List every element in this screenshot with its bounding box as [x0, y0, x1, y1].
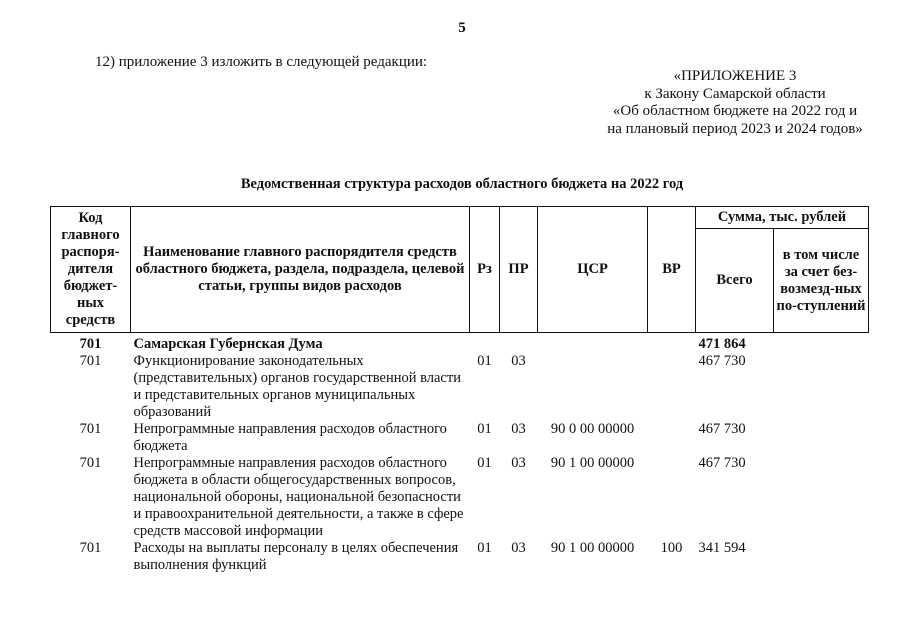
cell-incl: [774, 333, 869, 354]
cell-incl: [774, 353, 869, 421]
cell-vr: [648, 455, 696, 540]
table-row: [51, 421, 869, 455]
appendix-header: [590, 68, 880, 138]
cell-pr: 03: [511, 421, 526, 437]
header-csr: ЦСР: [538, 207, 648, 333]
cell-name: Непрограммные направления расходов областного бюджета: [133, 421, 447, 454]
cell-code: 701: [79, 353, 102, 369]
cell-total: 467 730: [698, 455, 746, 471]
document-title: Ведомственная структура расходов областного бюджета на 2022 год: [240, 176, 684, 192]
cell-pr: 03: [511, 353, 526, 369]
cell-name: Непрограммные направления расходов областного бюджета в области общегосударственных вопросов, национальной обороны, национальной безопасности и правоохранительной деятельности, а также в сфере средств массовой информации: [133, 455, 464, 539]
cell-csr: 90 1 00 00000: [550, 540, 635, 556]
header-pr: ПР: [500, 207, 538, 333]
appendix-line: «ПРИЛОЖЕНИЕ 3: [673, 68, 797, 84]
cell-csr: 90 0 00 00000: [550, 421, 635, 437]
cell-incl: [774, 540, 869, 574]
header-total: Всего: [696, 229, 774, 333]
cell-total: 467 730: [698, 421, 746, 437]
cell-csr: 90 1 00 00000: [550, 455, 635, 471]
cell-csr: [538, 353, 648, 421]
table-row: [51, 455, 869, 540]
header-name: Наименование главного распорядителя средств областного бюджета, раздела, подраздела, целевой статьи, группы видов расходов: [131, 207, 470, 333]
table-row: [51, 540, 869, 574]
cell-total: 341 594: [698, 540, 746, 556]
cell-incl: [774, 421, 869, 455]
cell-rz: 01: [477, 540, 492, 556]
page-number: 5: [458, 20, 466, 36]
cell-code: 701: [79, 455, 102, 471]
cell-code: 701: [79, 421, 102, 437]
cell-pr: 03: [511, 455, 526, 471]
cell-name: Функционирование законодательных (представительных) органов государственной власти и представительных органов муниципальных образований: [133, 353, 461, 420]
cell-csr: [538, 333, 648, 354]
cell-pr: [500, 333, 538, 354]
cell-rz: 01: [477, 455, 492, 471]
header-sum: Сумма, тыс. рублей: [696, 207, 869, 229]
cell-incl: [774, 455, 869, 540]
appendix-line: к Закону Самарской области: [644, 85, 826, 102]
header-rz: Рз: [470, 207, 500, 333]
cell-vr: 100: [660, 540, 683, 556]
cell-total: 467 730: [698, 353, 746, 369]
table-row: [51, 353, 869, 421]
appendix-line: «Об областном бюджете на 2022 год и: [612, 103, 858, 119]
cell-name: Расходы на выплаты персоналу в целях обеспечения выполнения функций: [133, 540, 459, 573]
cell-code: 701: [79, 540, 102, 556]
appendix-line: на плановый период 2023 и 2024 годов»: [607, 120, 863, 137]
cell-vr: [648, 333, 696, 354]
header-code: Код главного распоря-дителя бюджет-ных средств: [51, 207, 131, 333]
budget-table: [50, 206, 869, 574]
cell-rz: [470, 333, 500, 354]
cell-name: Самарская Губернская Дума: [133, 336, 323, 352]
cell-total: 471 864: [698, 336, 746, 352]
cell-vr: [648, 421, 696, 455]
cell-vr: [648, 353, 696, 421]
cell-code: 701: [79, 336, 102, 352]
intro-text: 12) приложение 3 изложить в следующей редакции:: [95, 54, 428, 70]
table-row: [51, 333, 869, 354]
cell-pr: 03: [511, 540, 526, 556]
header-incl: в том числе за счет без-возмезд-ных по-ступлений: [774, 229, 869, 333]
cell-rz: 01: [477, 353, 492, 369]
cell-rz: 01: [477, 421, 492, 437]
header-vr: ВР: [648, 207, 696, 333]
